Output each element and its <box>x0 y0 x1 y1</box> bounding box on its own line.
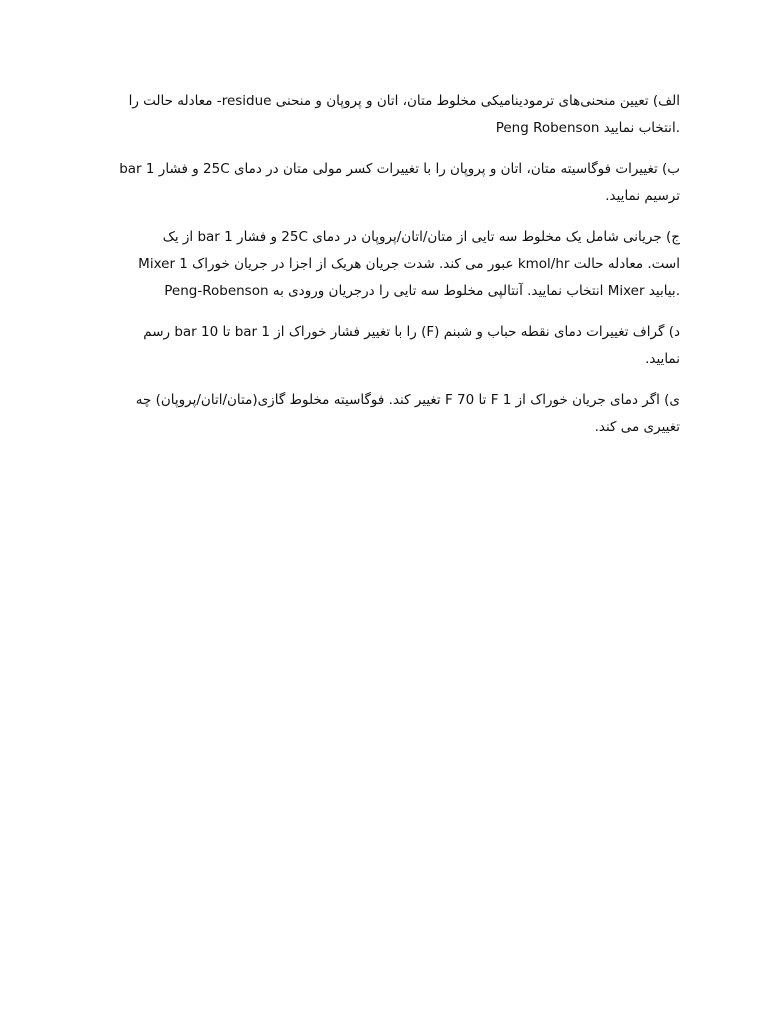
paragraph-line: ج) جریانی شامل یک مخلوط سه تایی از متان/اتان/پروپان در دمای 25C و فشار 1 bar از یک <box>162 229 680 245</box>
paragraph-line: ترسیم نمایید. <box>605 188 680 204</box>
question-ye <box>96 387 680 441</box>
question-alef <box>96 88 680 142</box>
paragraph-line: Mixer عبور می کند. شدت جریان هریک از اجزا در جریان خوراک 1 kmol/hr است. معادله حالت <box>138 256 680 272</box>
paragraph-line: نمایید. <box>645 351 680 367</box>
paragraph-line: Peng Robenson انتخاب نمایید. <box>495 120 680 136</box>
document-body <box>96 88 680 455</box>
paragraph-line: Peng-Robenson انتخاب نمایید. آنتالپی مخلوط سه تایی را درجریان ورودی به Mixer بیابید. <box>164 283 680 299</box>
paragraph-line: تغییری می کند. <box>594 419 680 435</box>
paragraph-line: ی) اگر دمای جریان خوراک از 1 F تا 70 F تغییر کند. فوگاسیته مخلوط گازی(متان/اتان/پروپان) چه <box>135 392 680 408</box>
paragraph-line: د) گراف تغییرات دمای نقطه حباب و شبنم (F) را با تغییر فشار خوراک از 1 bar تا 10 bar رسم <box>143 324 680 340</box>
paragraph-line: الف) تعیین منحنی‌های ترمودینامیکی مخلوط متان، اتان و پروپان و منحنی residue- معادله حالت را <box>128 93 680 109</box>
paragraph-line: ب) تغییرات فوگاسیته متان، اتان و پروپان را با تغییرات کسر مولی متان در دمای 25C و فشار 1 bar <box>119 161 680 177</box>
question-be <box>96 156 680 210</box>
question-jim <box>96 224 680 305</box>
question-dal <box>96 319 680 373</box>
